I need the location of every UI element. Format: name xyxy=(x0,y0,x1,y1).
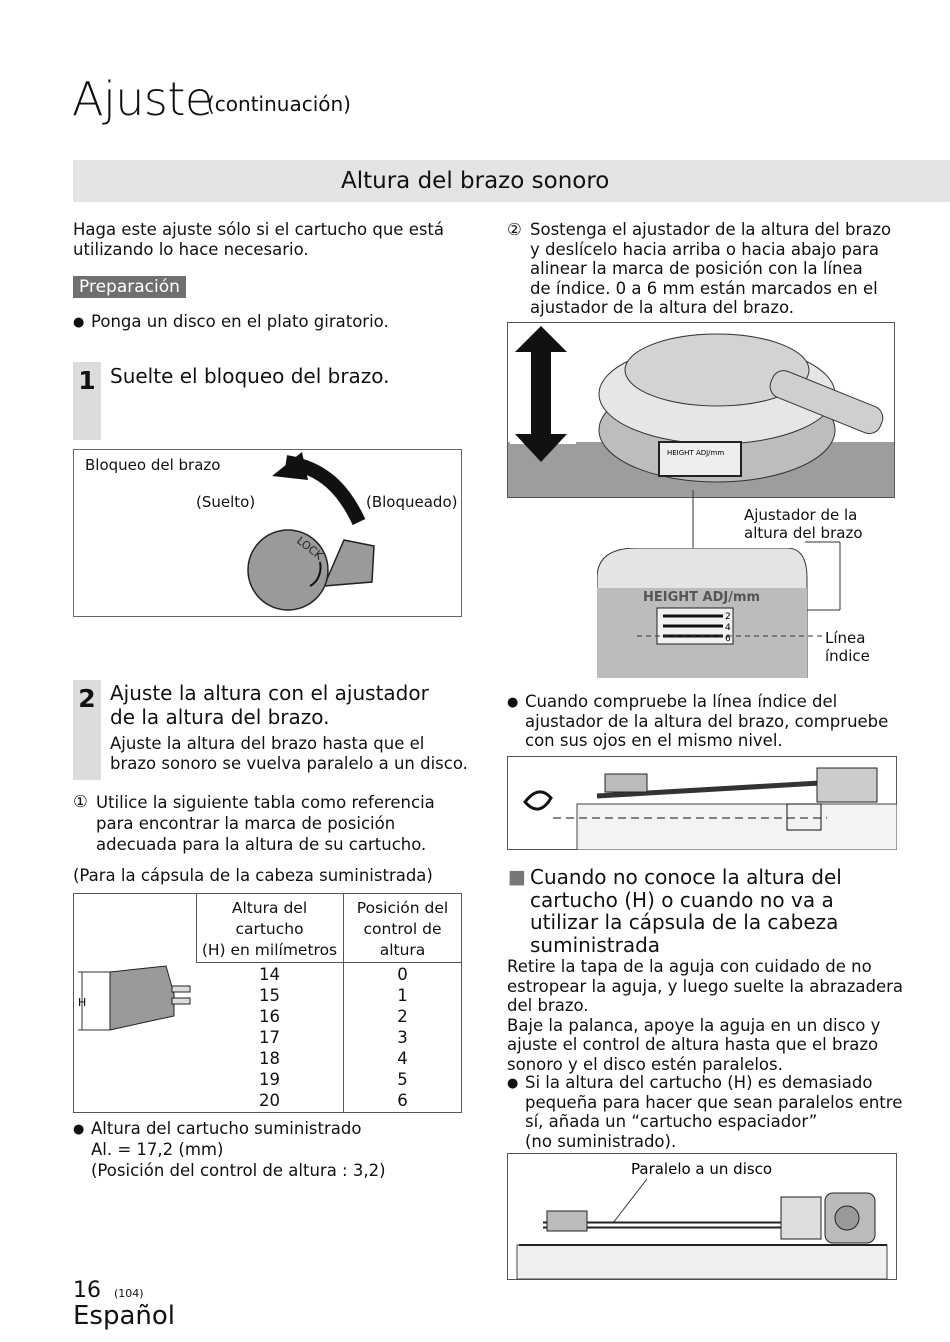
svg-text:Paralelo a un disco: Paralelo a un disco xyxy=(631,1160,773,1178)
table-cell: 19 xyxy=(259,1070,280,1089)
svg-text:6: 6 xyxy=(725,634,731,644)
step1-number: 1 xyxy=(73,362,101,440)
lock-lever-illustration xyxy=(74,450,461,616)
adjuster-label: Ajustador de la altura del brazo xyxy=(744,506,863,542)
supplied-note: ● Altura del cartucho suministrado Al. = 17,2 (mm) (Posición del control de altura : 3,2) xyxy=(91,1118,386,1181)
language-label: Español xyxy=(73,1301,176,1331)
locked-label: (Bloqueado) xyxy=(366,493,458,511)
height-dial-closeup xyxy=(597,548,827,678)
table-cell: 5 xyxy=(397,1070,408,1089)
table-caption: (Para la cápsula de la cabeza suministrada) xyxy=(73,866,433,885)
position-column xyxy=(344,964,461,1111)
svg-text:4: 4 xyxy=(725,623,731,633)
sub2-mark: ② xyxy=(507,220,522,239)
table-cell: 16 xyxy=(259,1007,280,1026)
svg-text:H: H xyxy=(78,996,87,1009)
svg-text:HEIGHT ADJ/mm: HEIGHT ADJ/mm xyxy=(643,590,761,605)
svg-text:HEIGHT ADJ/mm: HEIGHT ADJ/mm xyxy=(667,449,725,457)
step2-body: Ajuste la altura del brazo hasta que el brazo sonoro se vuelva paralelo a un disco. xyxy=(110,734,468,773)
table-cell: 20 xyxy=(259,1091,280,1110)
released-label: (Suelto) xyxy=(196,493,256,511)
section-banner xyxy=(73,160,950,202)
sub1-mark: ① xyxy=(73,792,88,811)
parallel-illustration xyxy=(507,1153,897,1280)
check-note: ● Cuando compruebe la línea índice del ajustador de la altura del brazo, compruebe con sus ojos en el mismo nivel. xyxy=(525,692,888,751)
height-header: Altura del cartucho (H) en milímetros xyxy=(201,899,338,959)
table-cell: 2 xyxy=(397,1007,408,1026)
step2-title: Ajuste la altura con el ajustador de la altura del brazo. xyxy=(110,681,429,729)
spacer-note: ● Si la altura del cartucho (H) es demasiado pequeña para hacer que sean paralelos entre sí, añada un “cartucho espaciador” (no suministrado). xyxy=(525,1073,902,1151)
table-cell: 4 xyxy=(397,1049,408,1068)
lock-knob xyxy=(248,530,328,610)
page-code: (104) xyxy=(114,1287,144,1300)
table-cell: 14 xyxy=(259,965,280,984)
position-header: Posición del control de altura xyxy=(356,899,449,959)
sub2-text: Sostenga el ajustador de la altura del brazo y deslícelo hacia arriba o hacia abajo para alinear la marca de posición con la línea de índice. 0 a 6 mm están marcados en el ajustador de la altura del brazo. xyxy=(530,220,892,317)
height-table xyxy=(73,893,462,1113)
unknown-height-title: ■ Cuando no conoce la altura del cartucho (H) o cuando no va a utilizar la cápsula de la cabeza suministrada xyxy=(530,866,842,956)
table-cell: 1 xyxy=(397,986,408,1005)
table-cell: 18 xyxy=(259,1049,280,1068)
lock-figure-label: Bloqueo del brazo xyxy=(85,456,221,474)
svg-text:LOCK: LOCK xyxy=(294,534,326,563)
sub1-text: Utilice la siguiente tabla como referencia para encontrar la marca de posición adecuada para la altura de su cartucho. xyxy=(96,793,435,854)
unknown-height-body: Retire la tapa de la aguja con cuidado de no estropear la aguja, y luego suelte la abrazadera del brazo. Baje la palanca, apoye la aguja en un disco y ajuste el control de altura hasta que el brazo sonoro y el disco estén paralelos. xyxy=(507,957,904,1074)
preparation-label: Preparación xyxy=(73,276,186,298)
table-cell: 3 xyxy=(397,1028,408,1047)
eye-level-illustration xyxy=(507,756,897,850)
step1-title: Suelte el bloqueo del brazo. xyxy=(110,364,390,388)
cartridge-illustration xyxy=(74,964,196,1044)
step2-number: 2 xyxy=(73,680,101,780)
index-line-label: Línea índice xyxy=(825,629,870,665)
height-column xyxy=(196,964,343,1111)
page-subtitle: (continuación) xyxy=(207,92,351,116)
table-cell: 15 xyxy=(259,986,280,1005)
svg-text:2: 2 xyxy=(725,612,731,622)
adjuster-illustration xyxy=(507,322,895,498)
intro-text: Haga este ajuste sólo si el cartucho que está utilizando lo hace necesario. xyxy=(73,220,445,259)
table-cell: 6 xyxy=(397,1091,408,1110)
lock-figure xyxy=(73,449,462,617)
table-cell: 0 xyxy=(397,965,408,984)
section-title: Altura del brazo sonoro xyxy=(341,168,610,194)
page-title: Ajuste xyxy=(72,72,213,126)
table-cell: 17 xyxy=(259,1028,280,1047)
page-number: 16 xyxy=(73,1278,101,1303)
preparation-item: ● Ponga un disco en el plato giratorio. xyxy=(91,312,389,332)
